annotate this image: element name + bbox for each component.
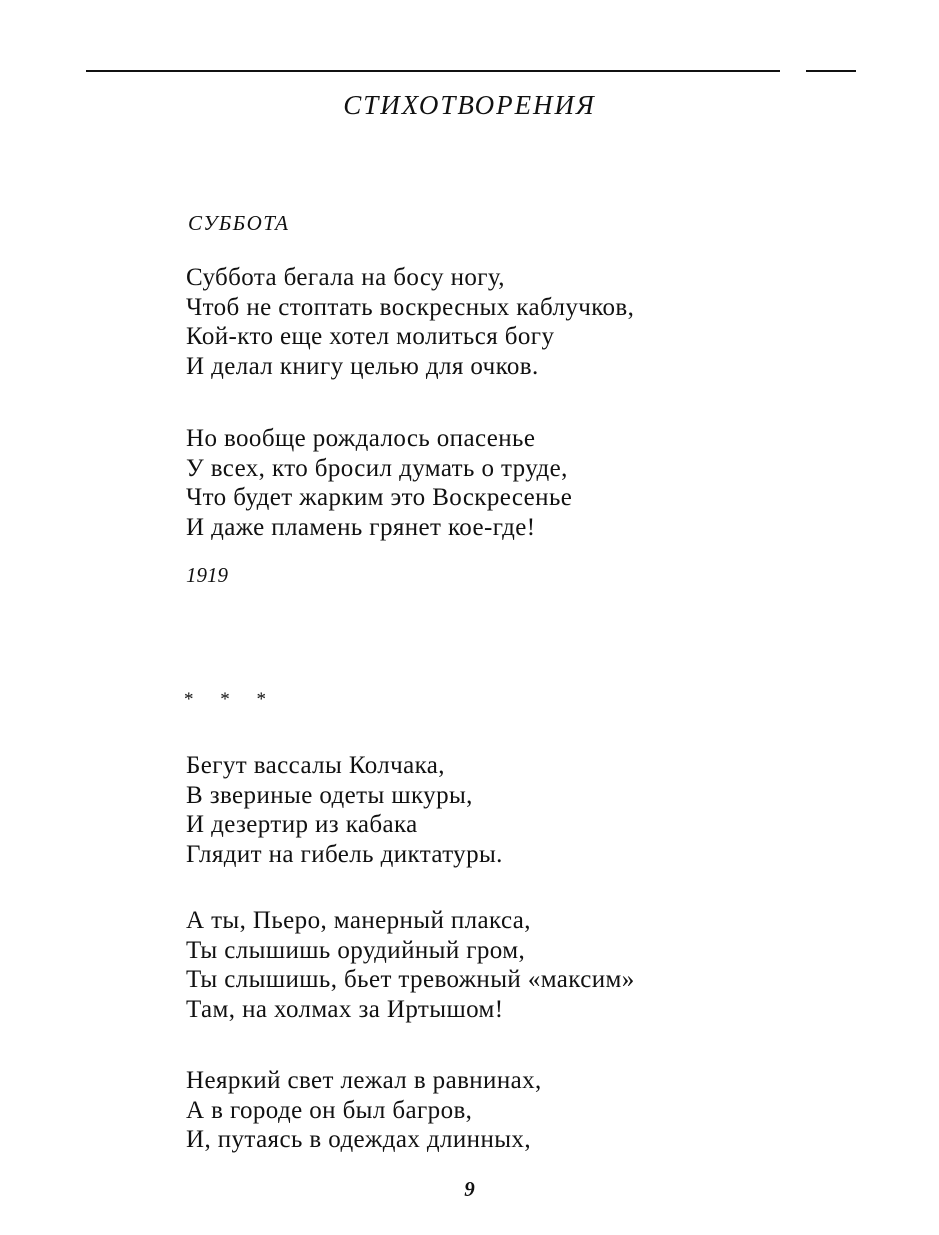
poem2-stanza-2: [186, 906, 635, 1024]
header-rule: [86, 70, 780, 72]
poem2-stanza-3: [186, 1066, 542, 1155]
poem-title-asterisks: * * *: [184, 689, 277, 710]
poem-line: И дезертир из кабака: [186, 811, 418, 838]
poem-line: В звериные одеты шкуры,: [186, 781, 473, 809]
poem-line: Что будет жарким это Воскресенье: [186, 484, 573, 511]
poem-line: Бегут вассалы Колчака,: [186, 752, 445, 779]
poem-line: Кой-кто еще хотел молиться богу: [186, 323, 555, 350]
poem-line: Там, на холмах за Иртышом!: [186, 995, 504, 1023]
poem-line: А в городе он был багров,: [186, 1096, 473, 1124]
poem-line: Ты слышишь орудийный гром,: [186, 936, 526, 964]
poem-line: Глядит на гибель диктатуры.: [186, 840, 503, 868]
poem-date: 1919: [186, 563, 228, 587]
poem-line: И, путаясь в одеждах длинных,: [186, 1126, 531, 1153]
poem-line: И даже пламень грянет кое-где!: [186, 513, 536, 541]
poem-line: Суббота бегала на босу ногу,: [186, 264, 505, 291]
poem-line: А ты, Пьеро, манерный плакса,: [186, 907, 531, 934]
poem-line: Ты слышишь, бьет тревожный «максим»: [186, 966, 635, 993]
poem1-stanza-1: [186, 263, 634, 381]
poem-line: Но вообще рождалось опасенье: [186, 425, 536, 452]
header-rule-tail: [806, 70, 856, 72]
section-title: СТИХОТВОРЕНИЯ: [343, 90, 596, 120]
poem-line: Чтоб не стоптать воскресных каблучков,: [186, 293, 635, 321]
poem-line: Неяркий свет лежал в равнинах,: [186, 1067, 542, 1094]
poem-title-subbota: СУББОТА: [188, 211, 290, 235]
poem2-stanza-1: [186, 751, 503, 869]
poem1-stanza-2: [186, 424, 572, 542]
page-number: 9: [464, 1177, 475, 1201]
poem-line: И делал книгу целью для очков.: [186, 352, 539, 380]
poem-line: У всех, кто бросил думать о труде,: [186, 454, 568, 482]
